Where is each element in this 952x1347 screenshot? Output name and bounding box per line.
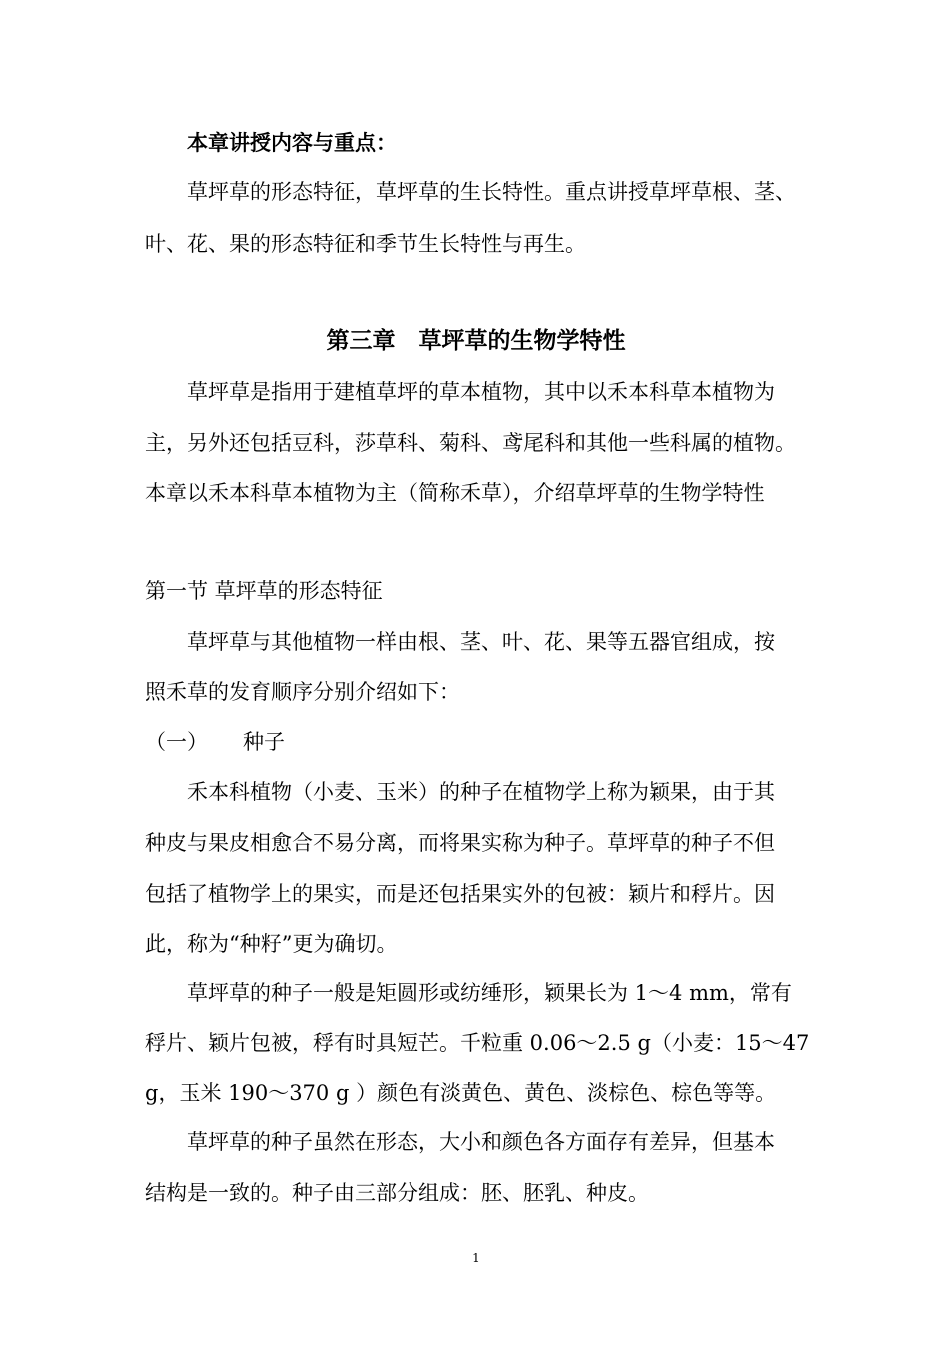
seed-para1-line-4: 此，称为“种籽”更为确切。: [145, 932, 398, 956]
seed-para1-line-2: 种皮与果皮相愈合不易分离，而将果实称为种子。草坪草的种子不但: [145, 831, 775, 855]
chapter-title: 第三章 草坪草的生物学特性: [326, 328, 626, 354]
intro-heading: 本章讲授内容与重点：: [187, 131, 397, 155]
subsection-title: 种子: [243, 730, 285, 754]
section-title: 第一节 草坪草的形态特征: [145, 579, 383, 603]
seed-para1-line-1: 禾本科植物（小麦、玉米）的种子在植物学上称为颖果，由于其: [187, 780, 775, 804]
page-number: 1: [472, 1251, 480, 1265]
intro-line-1: 草坪草的形态特征，草坪草的生长特性。重点讲授草坪草根、茎、: [187, 180, 796, 204]
seed-para2-line-1: 草坪草的种子一般是矩圆形或纺缍形，颖果长为 1～4 mm，常有: [187, 981, 792, 1005]
seed-para3-line-1: 草坪草的种子虽然在形态，大小和颜色各方面存有差异，但基本: [187, 1130, 775, 1154]
subsection-heading: [145, 727, 817, 757]
seed-para1-line-3: 包括了植物学上的果实，而是还包括果实外的包被：颖片和稃片。因: [145, 882, 775, 906]
chapter-line-2: 主，另外还包括豆科，莎草科、菊科、鸢尾科和其他一些科属的植物。: [145, 431, 796, 455]
chapter-line-1: 草坪草是指用于建植草坪的草本植物，其中以禾本科草本植物为: [187, 380, 775, 404]
subsection-number: （一）: [145, 730, 208, 754]
chapter-line-3: 本章以禾本科草本植物为主（简称禾草），介绍草坪草的生物学特性: [145, 481, 765, 505]
seed-para2-line-3: g，玉米 190～370 g ）颜色有淡黄色、黄色、淡棕色、棕色等等。: [145, 1081, 777, 1105]
seed-para2-line-2: 稃片、颖片包被，稃有时具短芒。千粒重 0.06～2.5 g（小麦：15～47: [145, 1031, 810, 1055]
seed-para3-line-2: 结构是一致的。种子由三部分组成：胚、胚乳、种皮。: [145, 1181, 649, 1205]
intro-line-2: 叶、花、果的形态特征和季节生长特性与再生。: [145, 232, 586, 256]
section-line-2: 照禾草的发育顺序分别介绍如下：: [145, 680, 460, 704]
section-line-1: 草坪草与其他植物一样由根、茎、叶、花、果等五器官组成，按: [187, 630, 775, 654]
